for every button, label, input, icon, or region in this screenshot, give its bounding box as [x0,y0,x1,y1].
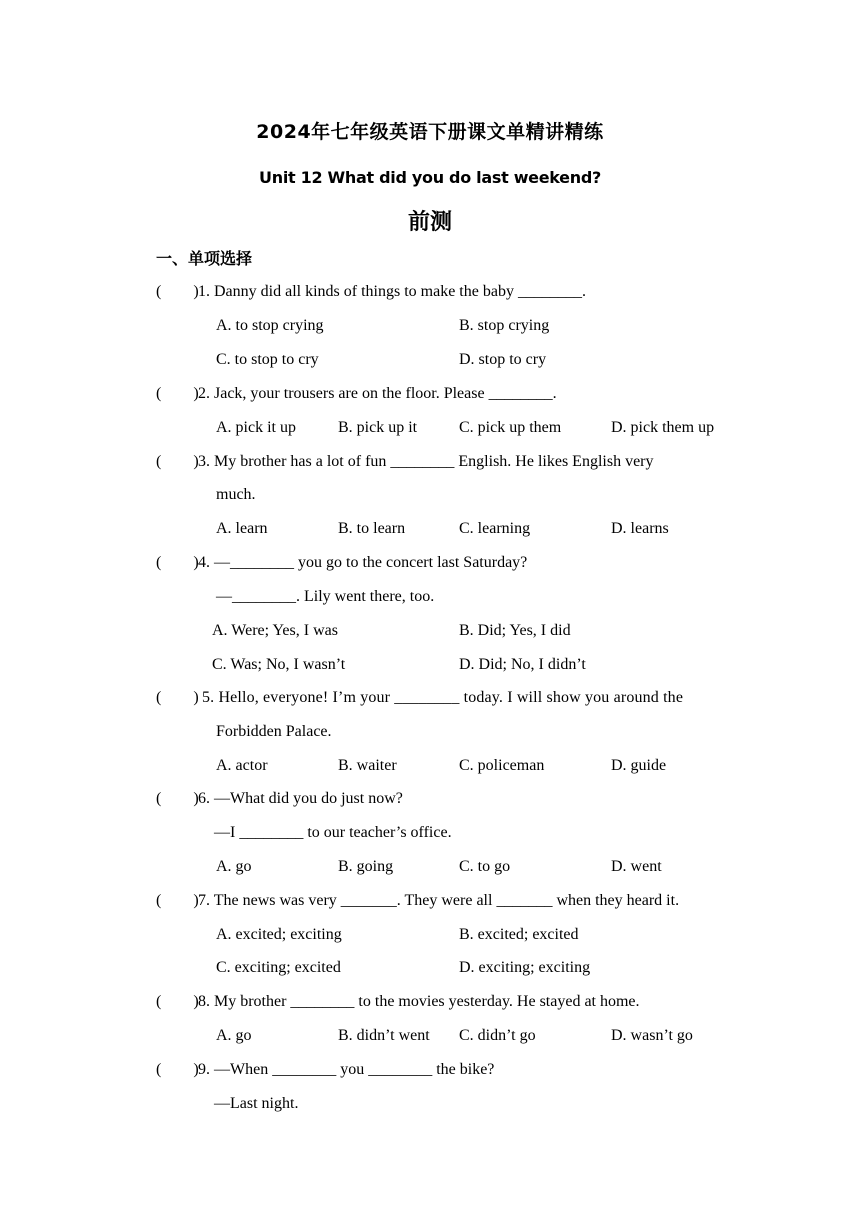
unit-subtitle: Unit 12 What did you do last weekend? [259,168,601,187]
option-d: D. wasn’t go [611,1027,693,1044]
option-d: D. guide [611,757,667,774]
option-a: A. actor [216,757,268,774]
question-stem: 9. —When ________ you ________ the bike? [198,1061,495,1078]
question-stem: 3. My brother has a lot of fun ________ English. He likes English very [198,453,654,470]
answer-paren: ( ) [156,385,199,402]
option-a: A. pick it up [216,419,296,436]
option-a: A. Were; Yes, I was [212,622,338,639]
option-b: B. pick up it [338,419,418,436]
option-b: B. waiter [338,757,397,774]
option-a: A. excited; exciting [216,926,342,943]
option-d: D. learns [611,520,669,537]
question-stem: 8. My brother ________ to the movies yesterday. He stayed at home. [198,993,640,1010]
option-c: C. policeman [459,757,545,774]
option-b: B. excited; excited [459,926,579,943]
option-b: B. Did; Yes, I did [459,622,571,639]
option-d: D. went [611,858,662,875]
option-c: C. exciting; excited [216,959,341,976]
section-heading: 前测 [407,210,452,235]
option-a: A. to stop crying [216,317,324,334]
option-c: C. to stop to cry [216,351,319,368]
question-stem: 2. Jack, your trousers are on the floor. Please ________. [198,385,557,402]
option-d: D. stop to cry [459,351,547,368]
option-a: A. go [216,858,252,875]
answer-paren: ( ) [156,790,199,807]
answer-paren: ( ) [156,283,199,300]
question-stem-continued: —I ________ to our teacher’s office. [214,824,452,841]
answer-paren: ( ) [156,689,199,706]
question-stem-continued: Forbidden Palace. [216,723,332,740]
question-stem: 4. —________ you go to the concert last Saturday? [198,554,528,571]
option-b: B. didn’t went [338,1027,430,1044]
answer-paren: ( ) [156,453,199,470]
option-d: D. Did; No, I didn’t [459,656,586,673]
question-stem: 7. The news was very _______. They were all _______ when they heard it. [198,892,680,909]
part-title: 一、单项选择 [156,249,253,268]
option-c: C. didn’t go [459,1027,536,1044]
question-stem: 1. Danny did all kinds of things to make the baby ________. [198,283,586,300]
document-title: 2024年七年级英语下册课文单精讲精练 [256,121,604,143]
answer-paren: ( ) [156,993,199,1010]
question-stem-continued: much. [216,486,256,503]
option-c: C. to go [459,858,511,875]
question-stem-continued: —Last night. [214,1095,299,1112]
question-stem-continued: —________. Lily went there, too. [216,588,435,605]
option-b: B. stop crying [459,317,550,334]
option-c: C. learning [459,520,531,537]
question-stem: 6. —What did you do just now? [198,790,403,807]
option-d: D. pick them up [611,419,715,436]
option-c: C. pick up them [459,419,562,436]
option-b: B. to learn [338,520,406,537]
question-stem: 5. Hello, everyone! I’m your ________ today. I will show you around the [202,689,684,706]
option-a: A. go [216,1027,252,1044]
answer-paren: ( ) [156,1061,199,1078]
answer-paren: ( ) [156,554,199,571]
option-a: A. learn [216,520,268,537]
option-d: D. exciting; exciting [459,959,591,976]
answer-paren: ( ) [156,892,199,909]
option-c: C. Was; No, I wasn’t [212,656,346,673]
option-b: B. going [338,858,394,875]
